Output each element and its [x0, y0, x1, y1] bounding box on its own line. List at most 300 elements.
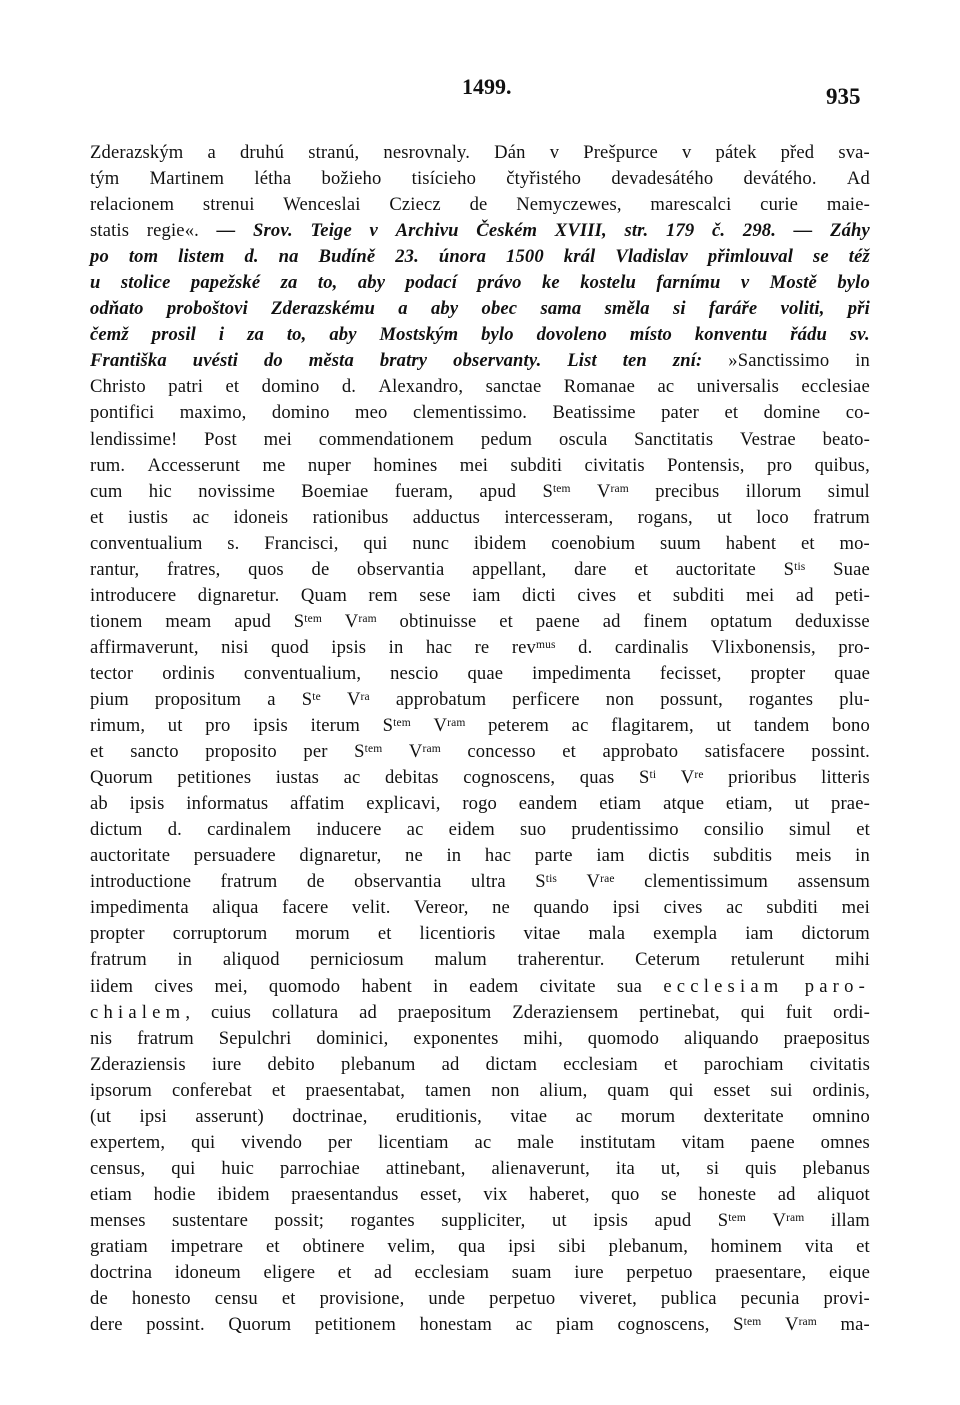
word: quas: [579, 767, 615, 789]
word: ac: [406, 819, 424, 841]
word: in: [433, 975, 448, 997]
word: a: [398, 298, 408, 320]
word: pecunia: [740, 1288, 800, 1310]
word: pium: [90, 688, 129, 710]
word: praesentare,: [715, 1262, 807, 1284]
text-line: [90, 505, 870, 531]
word: ut,: [660, 1157, 681, 1179]
word: suum: [660, 532, 701, 554]
word: satisfacere: [704, 741, 785, 763]
word: ut: [551, 1209, 567, 1231]
word: ac: [515, 1314, 533, 1336]
word: rogans,: [637, 506, 693, 528]
word: non: [491, 1079, 520, 1101]
word: licentioris: [419, 923, 496, 945]
word: dicti: [522, 584, 556, 606]
word: plebanus: [802, 1157, 870, 1179]
word: maie-: [826, 194, 870, 216]
word: qui: [191, 1131, 216, 1153]
word: devátého.: [743, 168, 817, 190]
word: přimlouval: [707, 246, 794, 268]
text-line: [90, 1234, 870, 1260]
text-line: [90, 1026, 870, 1052]
word: sv.: [849, 324, 870, 346]
text-line: [90, 557, 870, 583]
word: in: [177, 949, 193, 971]
word: rev$^{mus}$: [511, 636, 556, 658]
word: curie: [760, 194, 799, 216]
word: Pontensis,: [667, 454, 745, 476]
word: v: [740, 272, 750, 294]
text-line: [90, 583, 870, 609]
word: ut: [717, 506, 732, 528]
word: ad: [359, 1001, 377, 1023]
word: novissime: [198, 480, 275, 502]
word: proposito: [205, 741, 277, 763]
word: ipsis: [593, 1209, 629, 1231]
word: et: [499, 610, 513, 632]
word: sua: [616, 975, 643, 997]
word: sama: [540, 298, 582, 320]
word: quis: [745, 1157, 777, 1179]
word: peti-: [835, 584, 870, 606]
word: ut: [167, 715, 183, 737]
word: ecclesiam: [563, 1053, 638, 1075]
word: obtinuisse: [399, 610, 477, 632]
text-line: [90, 1182, 870, 1208]
word: conventualium: [90, 532, 203, 554]
word: explicavi,: [366, 793, 441, 815]
word: possint.: [811, 741, 870, 763]
word: prioribus: [728, 767, 797, 789]
word: aby: [329, 324, 357, 346]
word: idoneis: [233, 506, 289, 528]
word: cives: [154, 975, 194, 997]
word: in: [855, 845, 870, 867]
word: in: [855, 350, 870, 372]
word: introducere: [90, 584, 177, 606]
word: stranú,: [308, 142, 360, 163]
text-line: [90, 1286, 870, 1312]
word: ordinis: [162, 662, 215, 684]
word: propter: [90, 923, 145, 945]
word: adductus: [412, 506, 481, 528]
word: eique: [828, 1262, 870, 1284]
word: lendissime!: [90, 428, 178, 450]
word: dignaretur,: [299, 845, 382, 867]
word: mei: [841, 897, 870, 919]
word: a: [267, 688, 276, 710]
word: rem: [368, 584, 398, 606]
word: exponentes: [413, 1027, 499, 1049]
word: qui: [171, 1157, 196, 1179]
word: quos: [248, 558, 284, 580]
word: iam: [472, 584, 501, 606]
word: ad: [602, 610, 621, 632]
word: nunc: [412, 532, 450, 554]
word: létha: [254, 168, 292, 190]
word: omnino: [812, 1105, 870, 1127]
word: ipsi: [612, 897, 641, 919]
word: bylo: [481, 324, 514, 346]
word: sese: [419, 584, 451, 606]
word: ad: [795, 584, 814, 606]
word: cognoscens,: [617, 1314, 710, 1336]
word: morum: [620, 1105, 676, 1127]
word: petitionem: [314, 1314, 396, 1336]
word: simul: [827, 480, 870, 502]
word: eandem: [518, 793, 578, 815]
word: statis: [90, 220, 130, 242]
word: $S^{tem}$: [382, 715, 411, 737]
word: petitiones: [177, 767, 252, 789]
word: in: [446, 845, 462, 867]
word: $V^{ram}$: [772, 1209, 805, 1231]
word: ordi-: [833, 1001, 870, 1023]
text-line: [90, 296, 870, 322]
text-line: [90, 869, 870, 895]
word: v: [681, 142, 692, 163]
text-line: [90, 1104, 870, 1130]
word: Zderazskému: [271, 298, 376, 320]
word: Budíně: [318, 246, 376, 268]
word: subditi: [510, 454, 563, 476]
word: při: [847, 298, 870, 320]
word: Quorum: [90, 767, 153, 789]
word: ibidem: [473, 532, 527, 554]
text-line: [90, 400, 870, 426]
word: pater: [661, 402, 699, 424]
word: —: [793, 220, 813, 242]
word: tionem: [90, 610, 143, 632]
word: rogantes: [350, 1209, 415, 1231]
word: ad: [374, 1262, 392, 1284]
word: ipsi: [139, 1105, 167, 1127]
word: re: [474, 636, 490, 658]
word: coenobium: [551, 532, 636, 554]
word: za: [247, 324, 264, 346]
word: Ad: [846, 168, 870, 190]
word: mei: [263, 428, 292, 450]
word: tector: [90, 662, 134, 684]
word: $V^{ra}$: [346, 688, 370, 710]
word: iidem: [90, 975, 134, 997]
word: Vre: [680, 767, 704, 789]
word: Prešpurce: [583, 142, 658, 163]
word: non: [605, 688, 635, 710]
word: Alexandro,: [378, 376, 464, 398]
word: v: [549, 142, 560, 163]
word: za: [280, 272, 298, 294]
word: quo: [611, 1183, 640, 1205]
word: bono: [832, 715, 870, 737]
word: ne: [405, 845, 423, 867]
word: litteris: [821, 767, 870, 789]
word: piam: [556, 1314, 594, 1336]
word: d.: [167, 819, 182, 841]
word: domine: [763, 402, 821, 424]
word: ipsis: [331, 636, 367, 658]
word: $V^{ram}$: [596, 480, 629, 502]
text-line: [90, 479, 870, 505]
word: eidem: [448, 819, 495, 841]
word: prae-: [831, 793, 870, 815]
word: odňato: [90, 298, 144, 320]
word: observanty.: [453, 350, 542, 372]
word: sustentare: [172, 1209, 248, 1231]
word: $V^{ram}$: [784, 1314, 817, 1336]
word: »Sanctissimo: [728, 350, 830, 372]
word: velim,: [387, 1235, 436, 1257]
word: honesto: [131, 1288, 191, 1310]
word: apud: [234, 610, 271, 632]
word: ac: [474, 1131, 492, 1153]
word: rogo: [462, 793, 497, 815]
text-line: [90, 1260, 870, 1286]
word: impedimenta: [532, 662, 631, 684]
word: quando: [533, 897, 590, 919]
word: alium,: [539, 1079, 588, 1101]
word: 298.: [742, 220, 777, 242]
word: habent: [361, 975, 412, 997]
text-line: [90, 661, 870, 687]
word: retulerunt: [730, 949, 805, 971]
word: auctoritate: [90, 845, 171, 867]
word: ac: [571, 715, 589, 737]
word: paene: [535, 610, 580, 632]
word: qui: [740, 1001, 765, 1023]
word: tandem: [753, 715, 810, 737]
word: huic: [221, 1157, 255, 1179]
word: quam: [607, 1079, 650, 1101]
word: beato-: [822, 428, 870, 450]
word: et: [634, 558, 649, 580]
word: cives: [577, 584, 617, 606]
text-line: [90, 974, 870, 1000]
word: quibus,: [814, 454, 870, 476]
word: menses: [90, 1209, 146, 1231]
word: plu-: [839, 688, 870, 710]
word: iustis: [128, 506, 169, 528]
word: introductione: [90, 871, 192, 893]
word: s.: [227, 532, 240, 554]
word: konventu: [694, 324, 768, 346]
word: Nemyczewes,: [516, 194, 622, 216]
text-line: [90, 635, 870, 661]
word: auctoritate: [675, 558, 756, 580]
word: tisícieho: [411, 168, 477, 190]
text-line: [90, 713, 870, 739]
word: $S^{tis}$: [783, 558, 806, 580]
word: etiam,: [725, 793, 773, 815]
word: praesentabat,: [305, 1079, 406, 1101]
word: před: [780, 142, 815, 163]
word: bylo: [837, 272, 870, 294]
word: assensum: [797, 871, 870, 893]
word: deduxisse: [795, 610, 870, 632]
word: Beatissime: [552, 402, 636, 424]
text-line: [90, 374, 870, 400]
word: nuper: [307, 454, 351, 476]
word: dexteritate: [703, 1105, 784, 1127]
word: quomodo: [268, 975, 341, 997]
word: nesrovnaly.: [383, 142, 471, 163]
word: ipsi: [508, 1235, 536, 1257]
word: meo: [355, 402, 388, 424]
word: aby: [430, 298, 459, 320]
word: List: [567, 350, 597, 372]
word: $S^{tem}$: [733, 1314, 762, 1336]
word: et: [562, 741, 576, 763]
word: oscula: [558, 428, 608, 450]
word: precibus: [655, 480, 720, 502]
word: attinebant,: [385, 1157, 466, 1179]
word: ut: [716, 715, 732, 737]
word: aliquod: [222, 949, 280, 971]
word: a: [207, 142, 216, 163]
word: ab: [90, 793, 108, 815]
word: unde: [428, 1288, 466, 1310]
word: u: [90, 272, 101, 294]
word: iure: [574, 1262, 604, 1284]
word: civitatis: [584, 454, 645, 476]
page-number: 935: [826, 84, 861, 109]
word: co-: [845, 402, 870, 424]
word: mei: [746, 584, 775, 606]
word: Českém: [476, 220, 538, 242]
word: Vereor,: [414, 897, 469, 919]
word: paro-: [804, 975, 870, 997]
word: finem: [643, 610, 688, 632]
word: fratres,: [167, 558, 221, 580]
word: peterem: [488, 715, 550, 737]
word: obec: [481, 298, 518, 320]
word: honestam: [419, 1314, 493, 1336]
word: approbato: [602, 741, 679, 763]
word: Martinem: [149, 168, 225, 190]
word: Romanae: [563, 376, 636, 398]
word: propositum: [154, 688, 242, 710]
word: si: [706, 1157, 720, 1179]
word: patri: [168, 376, 204, 398]
word: et: [337, 1262, 352, 1284]
word: faráře: [708, 298, 758, 320]
word: velit.: [351, 897, 391, 919]
word: praesentandus: [291, 1183, 399, 1205]
word: per: [328, 1131, 353, 1153]
text-line: [90, 1000, 870, 1026]
word: et: [856, 1235, 870, 1257]
text-line: [90, 244, 870, 270]
word: aliquando: [684, 1027, 759, 1049]
word: ac: [657, 376, 675, 398]
word: et: [281, 1288, 296, 1310]
text-line: [90, 609, 870, 635]
word: vita: [804, 1235, 834, 1257]
text-line: [90, 739, 870, 765]
word: prosil: [151, 324, 197, 346]
word: homines: [373, 454, 438, 476]
word: nescio: [390, 662, 439, 684]
word: fecisset,: [659, 662, 722, 684]
word: cum: [90, 480, 123, 502]
word: perpetuo: [626, 1262, 693, 1284]
word: affatim: [290, 793, 345, 815]
word: me: [262, 454, 286, 476]
word: prudentissimo: [571, 819, 679, 841]
word: ipsis: [253, 715, 288, 737]
word: concesso: [467, 741, 536, 763]
word: simul: [789, 819, 832, 841]
word: Vestrae: [740, 428, 796, 450]
word: exempla: [653, 923, 718, 945]
word: sancto: [130, 741, 179, 763]
word: in: [388, 636, 404, 658]
word: alienaverunt,: [491, 1157, 590, 1179]
word: perpetuo: [489, 1288, 556, 1310]
word: debito: [267, 1053, 315, 1075]
word: meam: [165, 610, 212, 632]
text-line: [90, 921, 870, 947]
word: Cziecz: [389, 194, 441, 216]
word: plebanum,: [608, 1235, 688, 1257]
word: dare: [574, 558, 607, 580]
word: právo: [477, 272, 522, 294]
text-line: [90, 1130, 870, 1156]
word: idoneum: [174, 1262, 241, 1284]
word: Zderaziensem: [512, 1001, 619, 1023]
text-line: [90, 166, 870, 192]
word: $V^{rae}$: [586, 871, 615, 893]
word: dictorum: [801, 923, 870, 945]
word: mala: [588, 923, 626, 945]
word: commendationem: [318, 428, 455, 450]
word: tamen: [425, 1079, 472, 1101]
word: possit;: [274, 1209, 325, 1231]
word: etiam: [599, 793, 642, 815]
word: tým: [90, 168, 120, 190]
word: dictam: [485, 1053, 538, 1075]
word: uvésti: [192, 350, 239, 372]
word: fratrum: [137, 1027, 194, 1049]
word: possunt,: [660, 688, 723, 710]
word: pátek: [715, 142, 757, 163]
word: illam: [830, 1209, 870, 1231]
word: census,: [90, 1157, 146, 1179]
word: XVIII,: [554, 220, 607, 242]
word: et: [271, 1079, 286, 1101]
word: maximo,: [179, 402, 247, 424]
word: fratrum: [90, 949, 147, 971]
word: hominem: [710, 1235, 783, 1257]
word: hac: [484, 845, 512, 867]
text-line: [90, 1208, 870, 1234]
word: fratrum: [220, 871, 278, 893]
word: qua: [458, 1235, 486, 1257]
word: ne: [492, 897, 510, 919]
word: et: [90, 506, 104, 528]
word: $V^{ram}$: [433, 715, 466, 737]
word: quomodo: [587, 1027, 660, 1049]
word: čemž: [90, 324, 129, 346]
word: rantur,: [90, 558, 140, 580]
word: expertem,: [90, 1131, 166, 1153]
word: vitae: [523, 923, 561, 945]
word: po: [90, 246, 109, 268]
word: pertinebat,: [639, 1001, 720, 1023]
word: de: [90, 1288, 108, 1310]
word: to,: [317, 272, 338, 294]
